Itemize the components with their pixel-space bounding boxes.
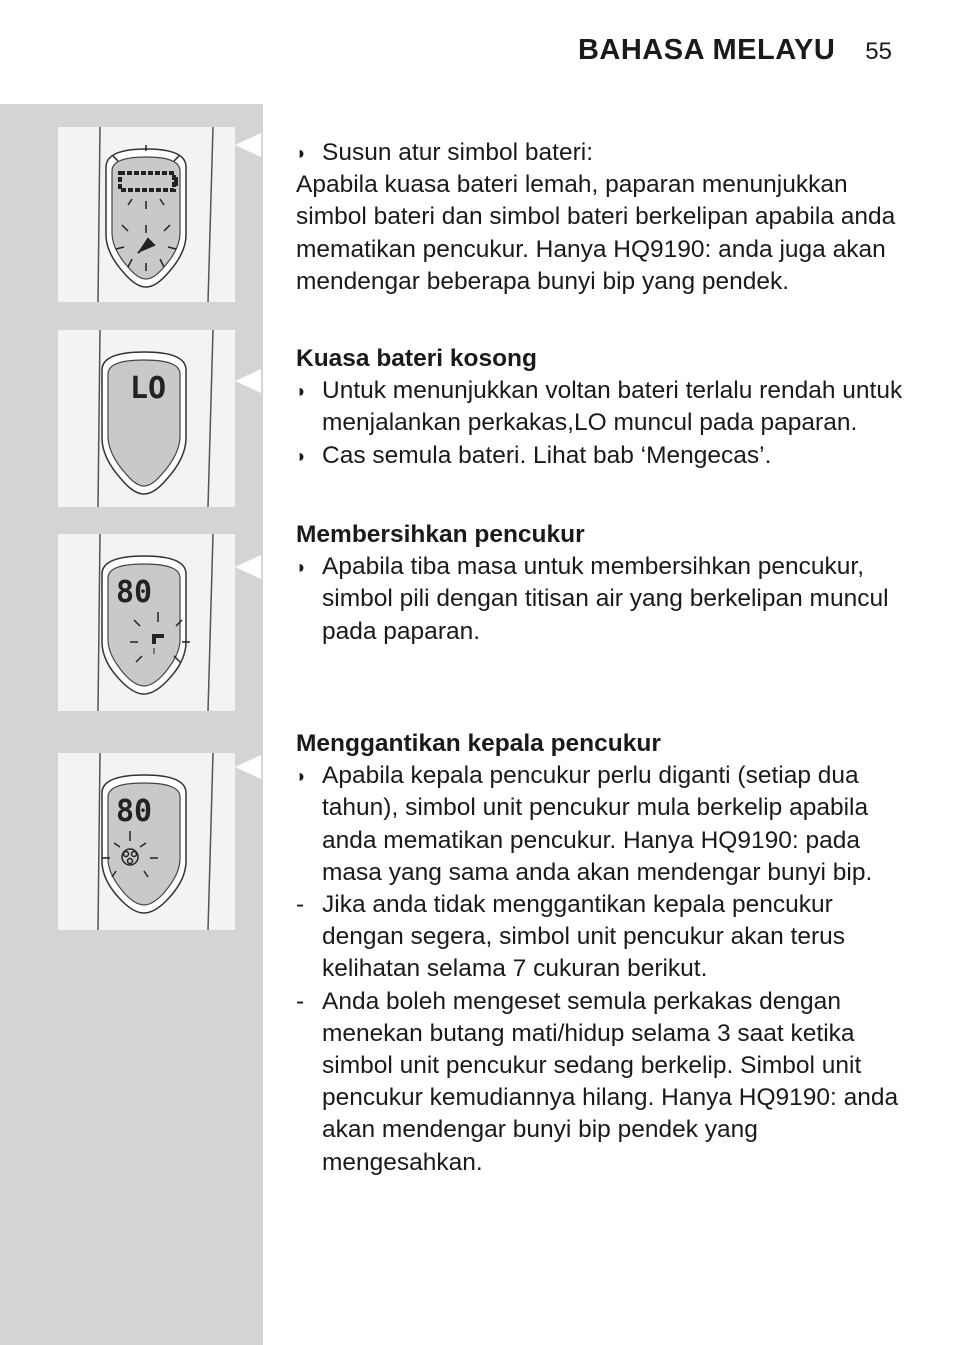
shaver-display-cleaning <box>58 534 235 711</box>
bullet-text: Untuk menunjukkan voltan bateri terlalu rendah untuk menjalankan perkakas,LO muncul pada paparan. <box>322 377 903 437</box>
section-heading: Menggantikan kepala pencukur <box>296 730 661 757</box>
figure-replace-display <box>58 753 235 930</box>
page-header <box>578 34 892 67</box>
shaver-display-replace <box>58 753 235 930</box>
bullet-text: Cas semula bateri. Lihat bab ‘Mengecas’. <box>322 441 772 469</box>
list-item <box>296 375 906 439</box>
shaver-display-lo <box>58 330 235 507</box>
figure-pointer <box>235 369 261 393</box>
shaver-display-battery <box>58 127 235 302</box>
list-item <box>296 889 906 986</box>
bullet-mark: ◗ <box>296 143 307 163</box>
list-item <box>296 986 906 1179</box>
list-item <box>296 137 906 169</box>
figure-cleaning-display <box>58 534 235 711</box>
display-number-text: 80 <box>116 794 153 829</box>
bullet-text: Susun atur simbol bateri: <box>322 139 593 166</box>
page-number: 55 <box>865 38 892 65</box>
list-item <box>296 440 906 472</box>
list-item <box>296 551 906 648</box>
bullet-text: Apabila kepala pencukur perlu diganti (setiap dua tahun), simbol unit pencukur mula berkelip apabila anda mematikan pencukur. Hanya HQ9190: pada masa yang sama anda akan mendengar bunyi bip. <box>322 762 873 886</box>
section-empty-battery <box>296 343 906 472</box>
section-battery <box>296 137 906 298</box>
bullet-mark: ◗ <box>296 445 307 466</box>
dash-text: Jika anda tidak menggantikan kepala pencukur dengan segera, simbol unit pencukur akan terus kelihatan selama 7 cukuran berikut. <box>322 891 845 983</box>
section-cleaning <box>296 519 906 648</box>
section-replacing <box>296 728 906 1179</box>
bullet-mark: ◗ <box>296 557 307 578</box>
paragraph-text: Apabila kuasa bateri lemah, paparan menunjukkan simbol bateri dan simbol bateri berkelipan apabila anda mematikan pencukur. Hanya HQ9190: anda juga akan mendengar beberapa bunyi bip yang pendek. <box>296 171 896 295</box>
section-heading: Kuasa bateri kosong <box>296 345 537 372</box>
list-item <box>296 760 906 889</box>
bullet-mark: ◗ <box>296 766 307 787</box>
figure-lo-display <box>58 330 235 507</box>
figure-pointer <box>235 555 261 579</box>
dash-mark: - <box>296 891 305 919</box>
figure-pointer <box>235 133 261 157</box>
figure-battery-display <box>58 127 235 302</box>
display-number-text: 80 <box>116 575 153 610</box>
dash-mark: - <box>296 987 305 1015</box>
bullet-text: Apabila tiba masa untuk membersihkan pencukur, simbol pili dengan titisan air yang berkelipan muncul pada paparan. <box>322 553 889 645</box>
language-title: BAHASA MELAYU <box>577 34 836 66</box>
section-heading: Membersihkan pencukur <box>296 521 585 548</box>
bullet-mark: ◗ <box>296 381 307 402</box>
figure-pointer <box>235 755 261 779</box>
display-lo-text: LO <box>130 371 167 406</box>
dash-text: Anda boleh mengeset semula perkakas dengan menekan butang mati/hidup selama 3 saat ketika simbol unit pencukur sedang berkelip. Simbol unit pencukur kemudiannya hilang. Hanya HQ9190: anda akan mendengar bunyi bip pendek yang mengesahkan. <box>322 987 899 1176</box>
